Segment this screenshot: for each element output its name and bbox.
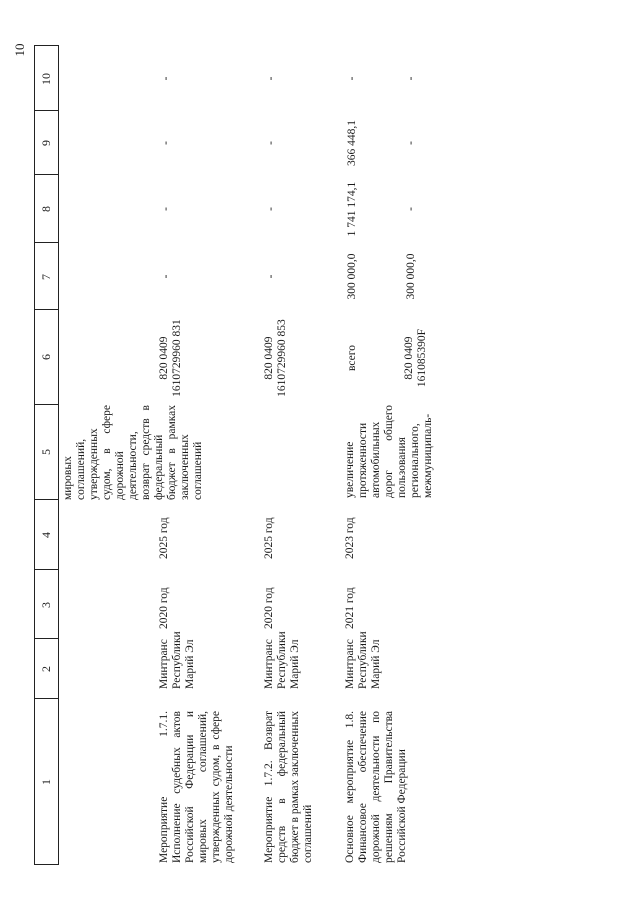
col7-value: - bbox=[265, 274, 277, 279]
column-divider bbox=[34, 698, 58, 699]
col10-value: - bbox=[265, 76, 277, 81]
start-year: 2020 год bbox=[263, 587, 275, 629]
budget-codes: 820 0409 1610729960 831 bbox=[158, 319, 183, 397]
col8-total: 1 741 174,1 bbox=[346, 181, 358, 237]
column-divider bbox=[34, 45, 58, 46]
continuation-result-text: мировых соглашений, утвержденных судом, в сфере дорожной деятельности, возврат средств в федеральный бюджет в рамках заключенных соглашений bbox=[62, 405, 204, 500]
executor: Минтранс Республики Марий Эл bbox=[263, 631, 301, 689]
column-header-6: 6 bbox=[39, 354, 53, 360]
col8-value: - bbox=[160, 207, 172, 211]
budget-codes: 820 0409 161085390F bbox=[403, 328, 428, 388]
col7-value: 300 000,0 bbox=[405, 253, 417, 300]
column-header-3: 3 bbox=[39, 602, 53, 608]
column-header-2: 2 bbox=[39, 666, 53, 672]
executor: Минтранс Республики Марий Эл bbox=[344, 631, 382, 689]
col9-value: - bbox=[160, 141, 172, 145]
col7-value: - bbox=[160, 274, 172, 279]
column-header-5: 5 bbox=[39, 449, 53, 455]
budget-codes: 820 0409 1610729960 853 bbox=[263, 319, 288, 397]
column-divider bbox=[34, 864, 58, 865]
column-header-7: 7 bbox=[39, 274, 53, 280]
column-divider bbox=[34, 638, 58, 639]
expected-result: увеличение протяженности автомобильных дорог общего пользования регионального, межмуниципаль- bbox=[344, 405, 434, 498]
column-header-4: 4 bbox=[39, 532, 53, 538]
col10-value: - bbox=[160, 76, 172, 81]
end-year: 2023 год bbox=[344, 517, 356, 559]
column-header-8: 8 bbox=[39, 206, 53, 212]
activity-name: Мероприятие 1.7.1. Исполнение судебных актов Российской Федерации и мировых соглашений, утвержденных судом, в сфере дорожной деятельности bbox=[158, 711, 235, 863]
start-year: 2020 год bbox=[158, 587, 170, 629]
col8-value: - bbox=[265, 207, 277, 211]
column-divider bbox=[34, 569, 58, 570]
column-divider bbox=[34, 110, 58, 111]
column-header-9: 9 bbox=[39, 140, 53, 146]
column-divider bbox=[34, 242, 58, 243]
column-header-10: 10 bbox=[39, 73, 53, 85]
end-year: 2025 год bbox=[263, 517, 275, 559]
column-divider bbox=[34, 499, 58, 500]
activity-name: Основное мероприятие 1.8. Финансовое обеспечение дорожной деятельности по решениям Правительства Российской Федерации bbox=[344, 711, 408, 863]
col9-value: - bbox=[265, 141, 277, 145]
column-divider bbox=[34, 309, 58, 310]
column-divider bbox=[34, 404, 58, 405]
table-top-border bbox=[34, 45, 35, 865]
col10-value: - bbox=[405, 76, 417, 81]
page-number: 10 bbox=[12, 43, 27, 57]
col9-total: 366 448,1 bbox=[346, 120, 358, 166]
activity-name: Мероприятие 1.7.2. Возврат средств в федеральный бюджет в рамках заключенных соглашений bbox=[263, 711, 314, 863]
executor: Минтранс Республики Марий Эл bbox=[158, 631, 196, 689]
col9-value: - bbox=[405, 141, 417, 145]
header-bottom-border bbox=[58, 45, 59, 865]
rotated-table-page bbox=[8, 45, 638, 865]
col7-total: 300 000,0 bbox=[346, 253, 358, 300]
col8-value: - bbox=[405, 207, 417, 211]
column-divider bbox=[34, 174, 58, 175]
column-header-1: 1 bbox=[39, 779, 53, 785]
end-year: 2025 год bbox=[158, 517, 170, 559]
col10-total: - bbox=[346, 76, 358, 81]
start-year: 2021 год bbox=[344, 587, 356, 629]
budget-codes-total: всего bbox=[346, 345, 358, 371]
